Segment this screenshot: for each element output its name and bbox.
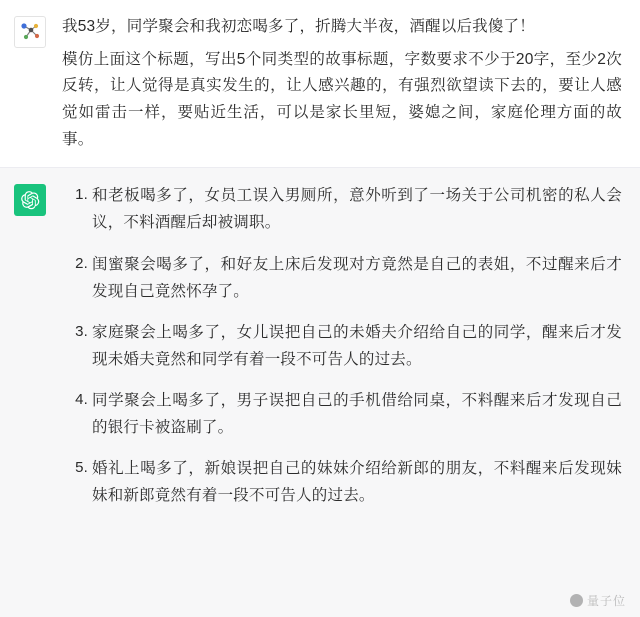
list-item: 和老板喝多了，女员工误入男厕所，意外听到了一场关于公司机密的私人会议，不料酒醒后却被调职。 bbox=[92, 187, 622, 232]
user-message-paragraph-2: 模仿上面这个标题，写出5个同类型的故事标题，字数要求不少于20字，至少2次反转，让人觉得是真实发生的，让人感兴趣的，有强烈欲望读下去的，要让人感觉如雷击一样，要贴近生活，可以是家长里短，婆媳之间，家庭伦理方面的故事。 bbox=[62, 50, 622, 148]
list-item: 闺蜜聚会喝多了，和好友上床后发现对方竟然是自己的表姐，不过醒来后才发现自己竟然怀孕了。 bbox=[92, 255, 622, 300]
assistant-message-text bbox=[62, 182, 622, 509]
list-item: 婚礼上喝多了，新娘误把自己的妹妹介绍给新郎的朋友，不料醒来后发现妹妹和新郎竟然有着一段不可告人的过去。 bbox=[92, 460, 622, 505]
user-avatar bbox=[14, 16, 46, 48]
openai-logo-icon bbox=[20, 190, 40, 210]
watermark bbox=[570, 592, 626, 609]
list-item: 家庭聚会上喝多了，女儿误把自己的未婚夫介绍给自己的同学，醒来后才发现未婚夫竟然和同学有着一段不可告人的过去。 bbox=[92, 323, 622, 368]
assistant-avatar bbox=[14, 184, 46, 216]
watermark-text: 量子位 bbox=[586, 594, 626, 608]
assistant-message-turn bbox=[0, 168, 640, 617]
watermark-logo-icon bbox=[570, 594, 583, 607]
user-message-text bbox=[62, 14, 622, 153]
user-message-turn bbox=[0, 0, 640, 167]
user-message-paragraph-1: 我53岁，同学聚会和我初恋喝多了，折腾大半夜，酒醒以后我傻了！ bbox=[62, 18, 535, 35]
network-graph-avatar-icon bbox=[18, 20, 42, 44]
story-title-list bbox=[62, 182, 622, 509]
list-item: 同学聚会上喝多了，男子误把自己的手机借给同桌，不料醒来后才发现自己的银行卡被盗刷了。 bbox=[92, 392, 622, 437]
